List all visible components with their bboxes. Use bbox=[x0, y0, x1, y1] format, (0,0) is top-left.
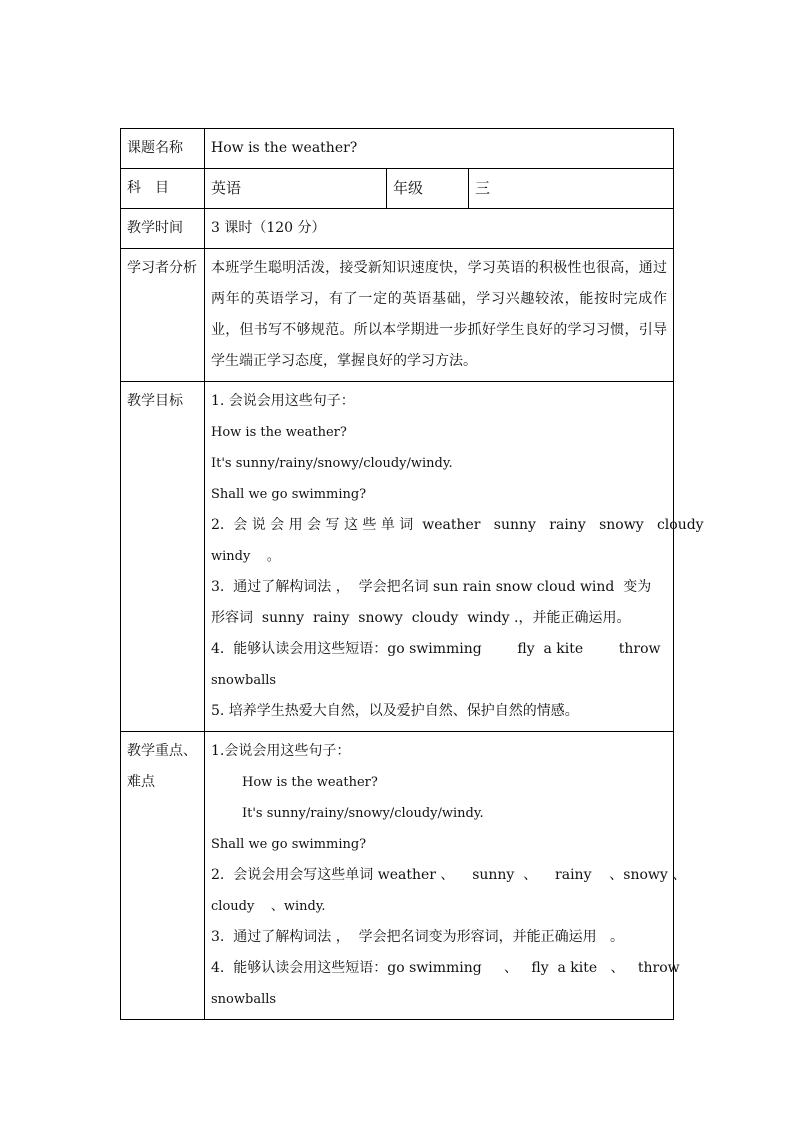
keypoint-line: 3. 通过了解构词法 ， 学会把名词变为形容词，并能正确运用 。 bbox=[211, 929, 624, 945]
keypoint-line: Shall we go swimming? bbox=[211, 837, 367, 852]
keypoint-line: 1.会说会用这些句子： bbox=[211, 743, 351, 759]
keypoint-line: cloudy 、windy. bbox=[211, 899, 326, 914]
lesson-plan-table bbox=[120, 128, 704, 1020]
objective-line: Shall we go swimming? bbox=[211, 487, 367, 502]
keypoint-line: 2. 会说会用会写这些单词 weather 、 sunny 、 rainy 、snowy 、 bbox=[211, 867, 687, 883]
learner-row bbox=[121, 249, 674, 382]
grade-label: 年级 bbox=[387, 169, 469, 209]
objective-line: snowballs bbox=[211, 673, 277, 688]
objective-line: 3. 通过了解构词法 ， 学会把名词 sun rain snow cloud wind 变为 bbox=[211, 579, 652, 595]
subject-row bbox=[121, 169, 674, 209]
learner-analysis-text: 本班学生聪明活泼，接受新知识速度快，学习英语的积极性也很高，通过两年的英语学习，有了一定的英语基础，学习兴趣较浓，能按时完成作业，但书写不够规范。所以本学期进一步抓好学生良好的学习习惯，引导学生端正学习态度，掌握良好的学习方法。 bbox=[205, 249, 674, 382]
objectives-label: 教学目标 bbox=[121, 382, 205, 732]
grade-value: 三 bbox=[469, 169, 674, 209]
keypoints-row bbox=[121, 732, 674, 1020]
learner-label: 学习者分析 bbox=[121, 249, 205, 382]
objective-line: How is the weather? bbox=[211, 425, 347, 440]
objectives-list bbox=[205, 382, 704, 732]
objective-line: 1. 会说会用这些句子： bbox=[211, 393, 355, 409]
keypoint-line: snowballs bbox=[211, 992, 277, 1007]
keypoints-label: 教学重点、难点 bbox=[121, 732, 205, 1020]
subject-label: 科 目 bbox=[121, 169, 205, 209]
keypoint-line: 4. 能够认读会用这些短语：go swimming 、 fly a kite 、 throw bbox=[211, 960, 680, 976]
keypoints-list bbox=[205, 732, 687, 1020]
title-label: 课题名称 bbox=[121, 129, 205, 169]
objective-line: 形容词 sunny rainy snowy cloudy windy .，并能正确运用。 bbox=[211, 610, 631, 626]
keypoint-line: It's sunny/rainy/snowy/cloudy/windy. bbox=[242, 806, 484, 821]
subject-value: 英语 bbox=[205, 169, 387, 209]
keypoint-line: How is the weather? bbox=[242, 775, 378, 790]
title-row bbox=[121, 129, 674, 169]
time-value: 3 课时（120 分） bbox=[205, 209, 674, 249]
objective-line: It's sunny/rainy/snowy/cloudy/windy. bbox=[211, 456, 453, 471]
title-value: How is the weather? bbox=[205, 129, 674, 169]
objective-line: windy 。 bbox=[211, 549, 280, 564]
time-label: 教学时间 bbox=[121, 209, 205, 249]
objectives-row bbox=[121, 382, 674, 732]
objective-line: 5. 培养学生热爱大自然，以及爱护自然、保护自然的情感。 bbox=[211, 703, 579, 719]
objective-line: 2. 会 说 会 用 会 写 这 些 单 词 weather sunny rainy snowy cloudy bbox=[211, 517, 704, 533]
objective-line: 4. 能够认读会用这些短语：go swimming fly a kite throw bbox=[211, 641, 661, 657]
time-row bbox=[121, 209, 674, 249]
